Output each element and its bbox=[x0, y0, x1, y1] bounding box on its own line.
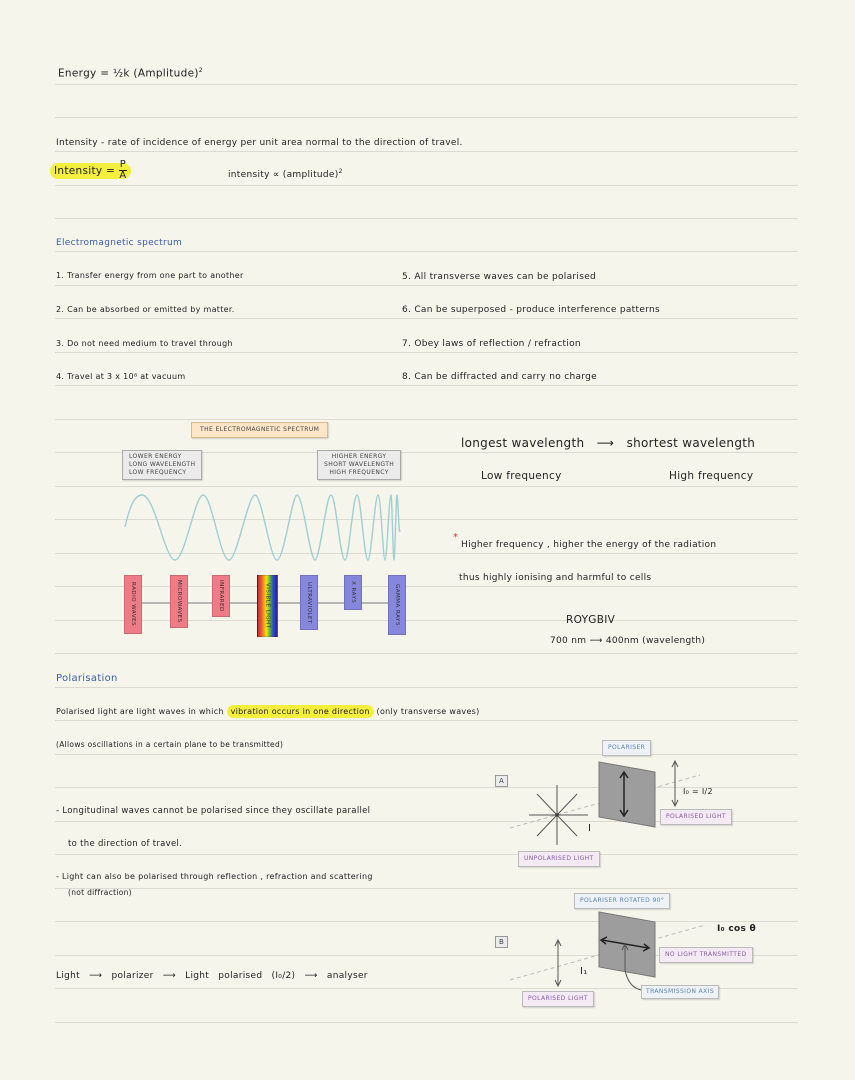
longitudinal-note: - Longitudinal waves cannot be polarised since they oscillate parallel bbox=[56, 806, 371, 816]
energy-expression: = ½k (Amplitude) bbox=[100, 67, 199, 80]
property-item: 8. Can be diffracted and carry no charge bbox=[402, 372, 597, 382]
info-line: HIGH FREQUENCY bbox=[329, 469, 389, 477]
diagram-b-label: B bbox=[495, 936, 508, 948]
info-line: HIGHER ENERGY bbox=[331, 453, 387, 460]
longitudinal-note-cont: to the direction of travel. bbox=[68, 839, 183, 849]
polarisation-chain bbox=[56, 971, 368, 981]
ionising-note: thus highly ionising and harmful to cells bbox=[459, 573, 652, 583]
info-line: LOWER ENERGY bbox=[129, 453, 182, 460]
visible-range: 700 nm ⟶ 400nm (wavelength) bbox=[550, 636, 706, 646]
polarised-light-label: POLARISED LIGHT bbox=[660, 809, 732, 825]
star-icon: * bbox=[453, 532, 459, 543]
def-highlight: vibration occurs in one direction bbox=[227, 705, 374, 718]
polarised-light-label-b: POLARISED LIGHT bbox=[522, 991, 594, 1007]
band-label: ULTRAVIOLET bbox=[306, 581, 312, 624]
polariser-rotated-label: POLARISER ROTATED 90° bbox=[574, 893, 670, 909]
em-wave bbox=[125, 495, 400, 560]
shortest-wavelength: shortest wavelength bbox=[626, 436, 756, 450]
no-light-label: NO LIGHT TRANSMITTED bbox=[659, 947, 753, 963]
band-radio-waves bbox=[124, 575, 142, 634]
fraction-denominator: A bbox=[119, 170, 127, 181]
property-item: 2. Can be absorbed or emitted by matter. bbox=[56, 305, 235, 314]
high-frequency: High frequency bbox=[669, 470, 754, 482]
arrow-icon: ⟶ bbox=[89, 971, 103, 981]
band-label: MICROWAVES bbox=[176, 580, 182, 623]
polarisation-methods: - Light can also be polarised through reflection , refraction and scattering bbox=[56, 872, 373, 881]
info-line: SHORT WAVELENGTH bbox=[324, 461, 395, 469]
band-x-rays bbox=[344, 575, 362, 610]
property-item: 5. All transverse waves can be polarised bbox=[402, 272, 597, 282]
intensity-cos-annotation: I₀ cos θ bbox=[717, 924, 757, 934]
polarisation-heading: Polarisation bbox=[56, 673, 118, 684]
def-text: (only transverse waves) bbox=[376, 707, 480, 716]
chain-item: Light polarised (I₀/2) bbox=[185, 971, 296, 981]
energy-label: Energy bbox=[58, 67, 97, 80]
property-item: 1. Transfer energy from one part to another bbox=[56, 271, 244, 280]
proportional-text: intensity ∝ (amplitude) bbox=[228, 170, 339, 180]
property-item: 4. Travel at 3 x 10⁸ at vacuum bbox=[56, 372, 186, 381]
roygbiv: ROYGBIV bbox=[566, 614, 616, 626]
def-text: Polarised light are light waves in which bbox=[56, 707, 224, 716]
polariser-label: POLARISER bbox=[602, 740, 651, 756]
longest-wavelength: longest wavelength bbox=[461, 436, 585, 450]
band-microwaves bbox=[170, 575, 188, 628]
band-ultraviolet bbox=[300, 575, 318, 630]
intensity-formula-label: Intensity = bbox=[54, 164, 116, 177]
info-line: LOW FREQUENCY bbox=[129, 469, 187, 477]
low-frequency: Low frequency bbox=[481, 470, 562, 482]
diagram-a-label: A bbox=[495, 775, 508, 787]
chain-item: Light bbox=[56, 971, 80, 981]
band-label: VISIBLE LIGHT bbox=[264, 583, 271, 629]
band-label: INFRARED bbox=[218, 580, 224, 612]
em-diagram-title: THE ELECTROMAGNETIC SPECTRUM bbox=[191, 422, 328, 438]
intensity-definition: Intensity - rate of incidence of energy per unit area normal to the direction of travel. bbox=[56, 138, 463, 148]
fraction-numerator: P bbox=[119, 159, 127, 170]
intensity-i0: I bbox=[588, 823, 592, 834]
transmission-axis-label: TRANSMISSION AXIS bbox=[641, 985, 719, 999]
polarisation-methods-cont: (not diffraction) bbox=[68, 888, 132, 897]
wavelength-line bbox=[461, 436, 755, 450]
intensity-half: I₀ = I/2 bbox=[683, 787, 713, 796]
energy-exponent: 2 bbox=[198, 67, 203, 74]
unpolarised-light-label: UNPOLARISED LIGHT bbox=[518, 851, 600, 867]
em-spectrum-heading: Electromagnetic spectrum bbox=[56, 238, 183, 248]
arrow-icon: ⟶ bbox=[304, 971, 318, 981]
property-item: 6. Can be superposed - produce interference patterns bbox=[402, 305, 661, 315]
band-infrared bbox=[212, 575, 230, 617]
polarisation-definition bbox=[56, 707, 480, 716]
arrow-icon: ⟶ bbox=[162, 971, 176, 981]
band-label: X RAYS bbox=[350, 581, 356, 604]
band-label: RADIO WAVES bbox=[130, 582, 136, 627]
diagram-a-graphics bbox=[510, 761, 700, 845]
proportional-exponent: 2 bbox=[338, 168, 343, 175]
band-label: GAMMA RAYS bbox=[394, 584, 400, 626]
arrow-icon: ⟶ bbox=[596, 436, 615, 450]
higher-frequency-note: Higher frequency , higher the energy of the radiation bbox=[461, 540, 717, 550]
property-item: 7. Obey laws of reflection / refraction bbox=[402, 339, 581, 349]
intensity-i1: I₁ bbox=[580, 966, 588, 977]
property-item: 3. Do not need medium to travel through bbox=[56, 339, 233, 348]
info-line: LONG WAVELENGTH bbox=[129, 461, 196, 469]
chain-item: polarizer bbox=[111, 971, 154, 981]
band-visible-light bbox=[257, 575, 278, 637]
band-gamma-rays bbox=[388, 575, 406, 635]
polarisation-def-line2: (Allows oscillations in a certain plane to be transmitted) bbox=[56, 740, 284, 749]
chain-item: analyser bbox=[326, 971, 368, 981]
